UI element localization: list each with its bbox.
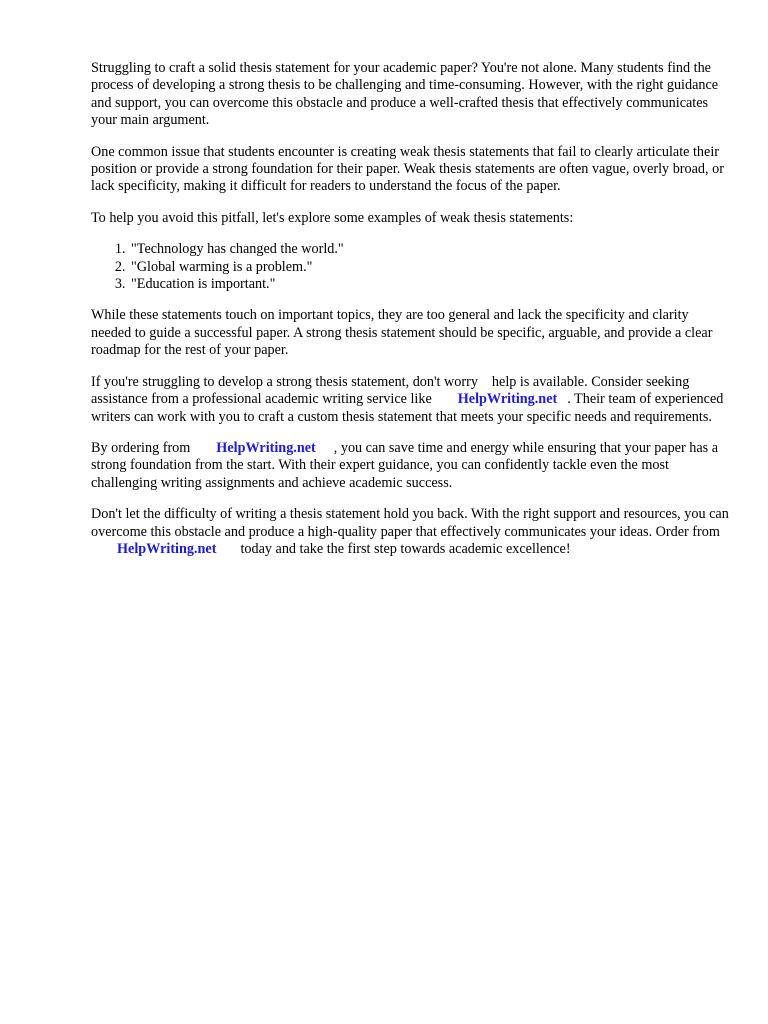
cta-text-start: Don't let the difficulty of writing a thesis statement hold you back. With the right support and resources, you can overcome this obstacle and produce a high-quality paper that effectively communicates your ideas. Order from	[91, 506, 729, 540]
paragraph-weak-thesis-issue: One common issue that students encounter is creating weak thesis statements that fail to clearly articulate their position or provide a strong foundation for their paper. Weak thesis statements are often vague, overly broad, or lack specificity, making it difficult for readers to understand the focus of the paper.	[91, 143, 724, 195]
list-item: 3. "Education is important."	[129, 276, 731, 293]
weak-thesis-examples-list	[91, 241, 731, 293]
paragraph-examples-intro: To help you avoid this pitfall, let's explore some examples of weak thesis statements:	[91, 209, 574, 226]
paragraph-strong-thesis: While these statements touch on important topics, they are too general and lack the specificity and clarity needed to guide a successful paper. A strong thesis statement should be specific, arguable, and provide a clear roadmap for the rest of your paper.	[91, 307, 713, 359]
cta-text-end: today and take the first step towards academic excellence!	[240, 540, 571, 557]
list-item: 1. "Technology has changed the world."	[129, 241, 731, 258]
paragraph-call-to-action	[91, 506, 731, 558]
list-item: 2. "Global warming is a problem."	[129, 259, 731, 276]
seek-help-text-end: . Their team of experienced writers can work with you to craft a custom thesis statement that meets your specific needs and requirements.	[91, 391, 724, 425]
helpwriting-link[interactable]: HelpWriting.net	[216, 439, 316, 456]
seek-help-text-start: If you're struggling to develop a strong thesis statement, don't worry	[91, 373, 478, 390]
ordering-text-start: By ordering from	[91, 439, 191, 456]
helpwriting-link[interactable]: HelpWriting.net	[117, 540, 217, 557]
paragraph-seek-help	[91, 374, 731, 426]
paragraph-intro: Struggling to craft a solid thesis statement for your academic paper? You're not alone. Many students find the process of developing a strong thesis to be challenging and time-consuming. However, with the right guidance and support, you can overcome this obstacle and produce a well-crafted thesis that effectively communicates your main argument.	[91, 60, 719, 129]
document-body	[91, 60, 731, 572]
helpwriting-link[interactable]: HelpWriting.net	[457, 391, 558, 408]
ordering-text-end: , you can save time and energy while ensuring that your paper has a strong foundation from the start. With their expert guidance, you can confidently tackle even the most challenging writing assignments and achieve academic success.	[91, 439, 719, 491]
seek-help-text-middle: help is available. Consider seeking assistance from a professional academic writing service like	[91, 373, 690, 408]
paragraph-ordering	[91, 440, 731, 492]
